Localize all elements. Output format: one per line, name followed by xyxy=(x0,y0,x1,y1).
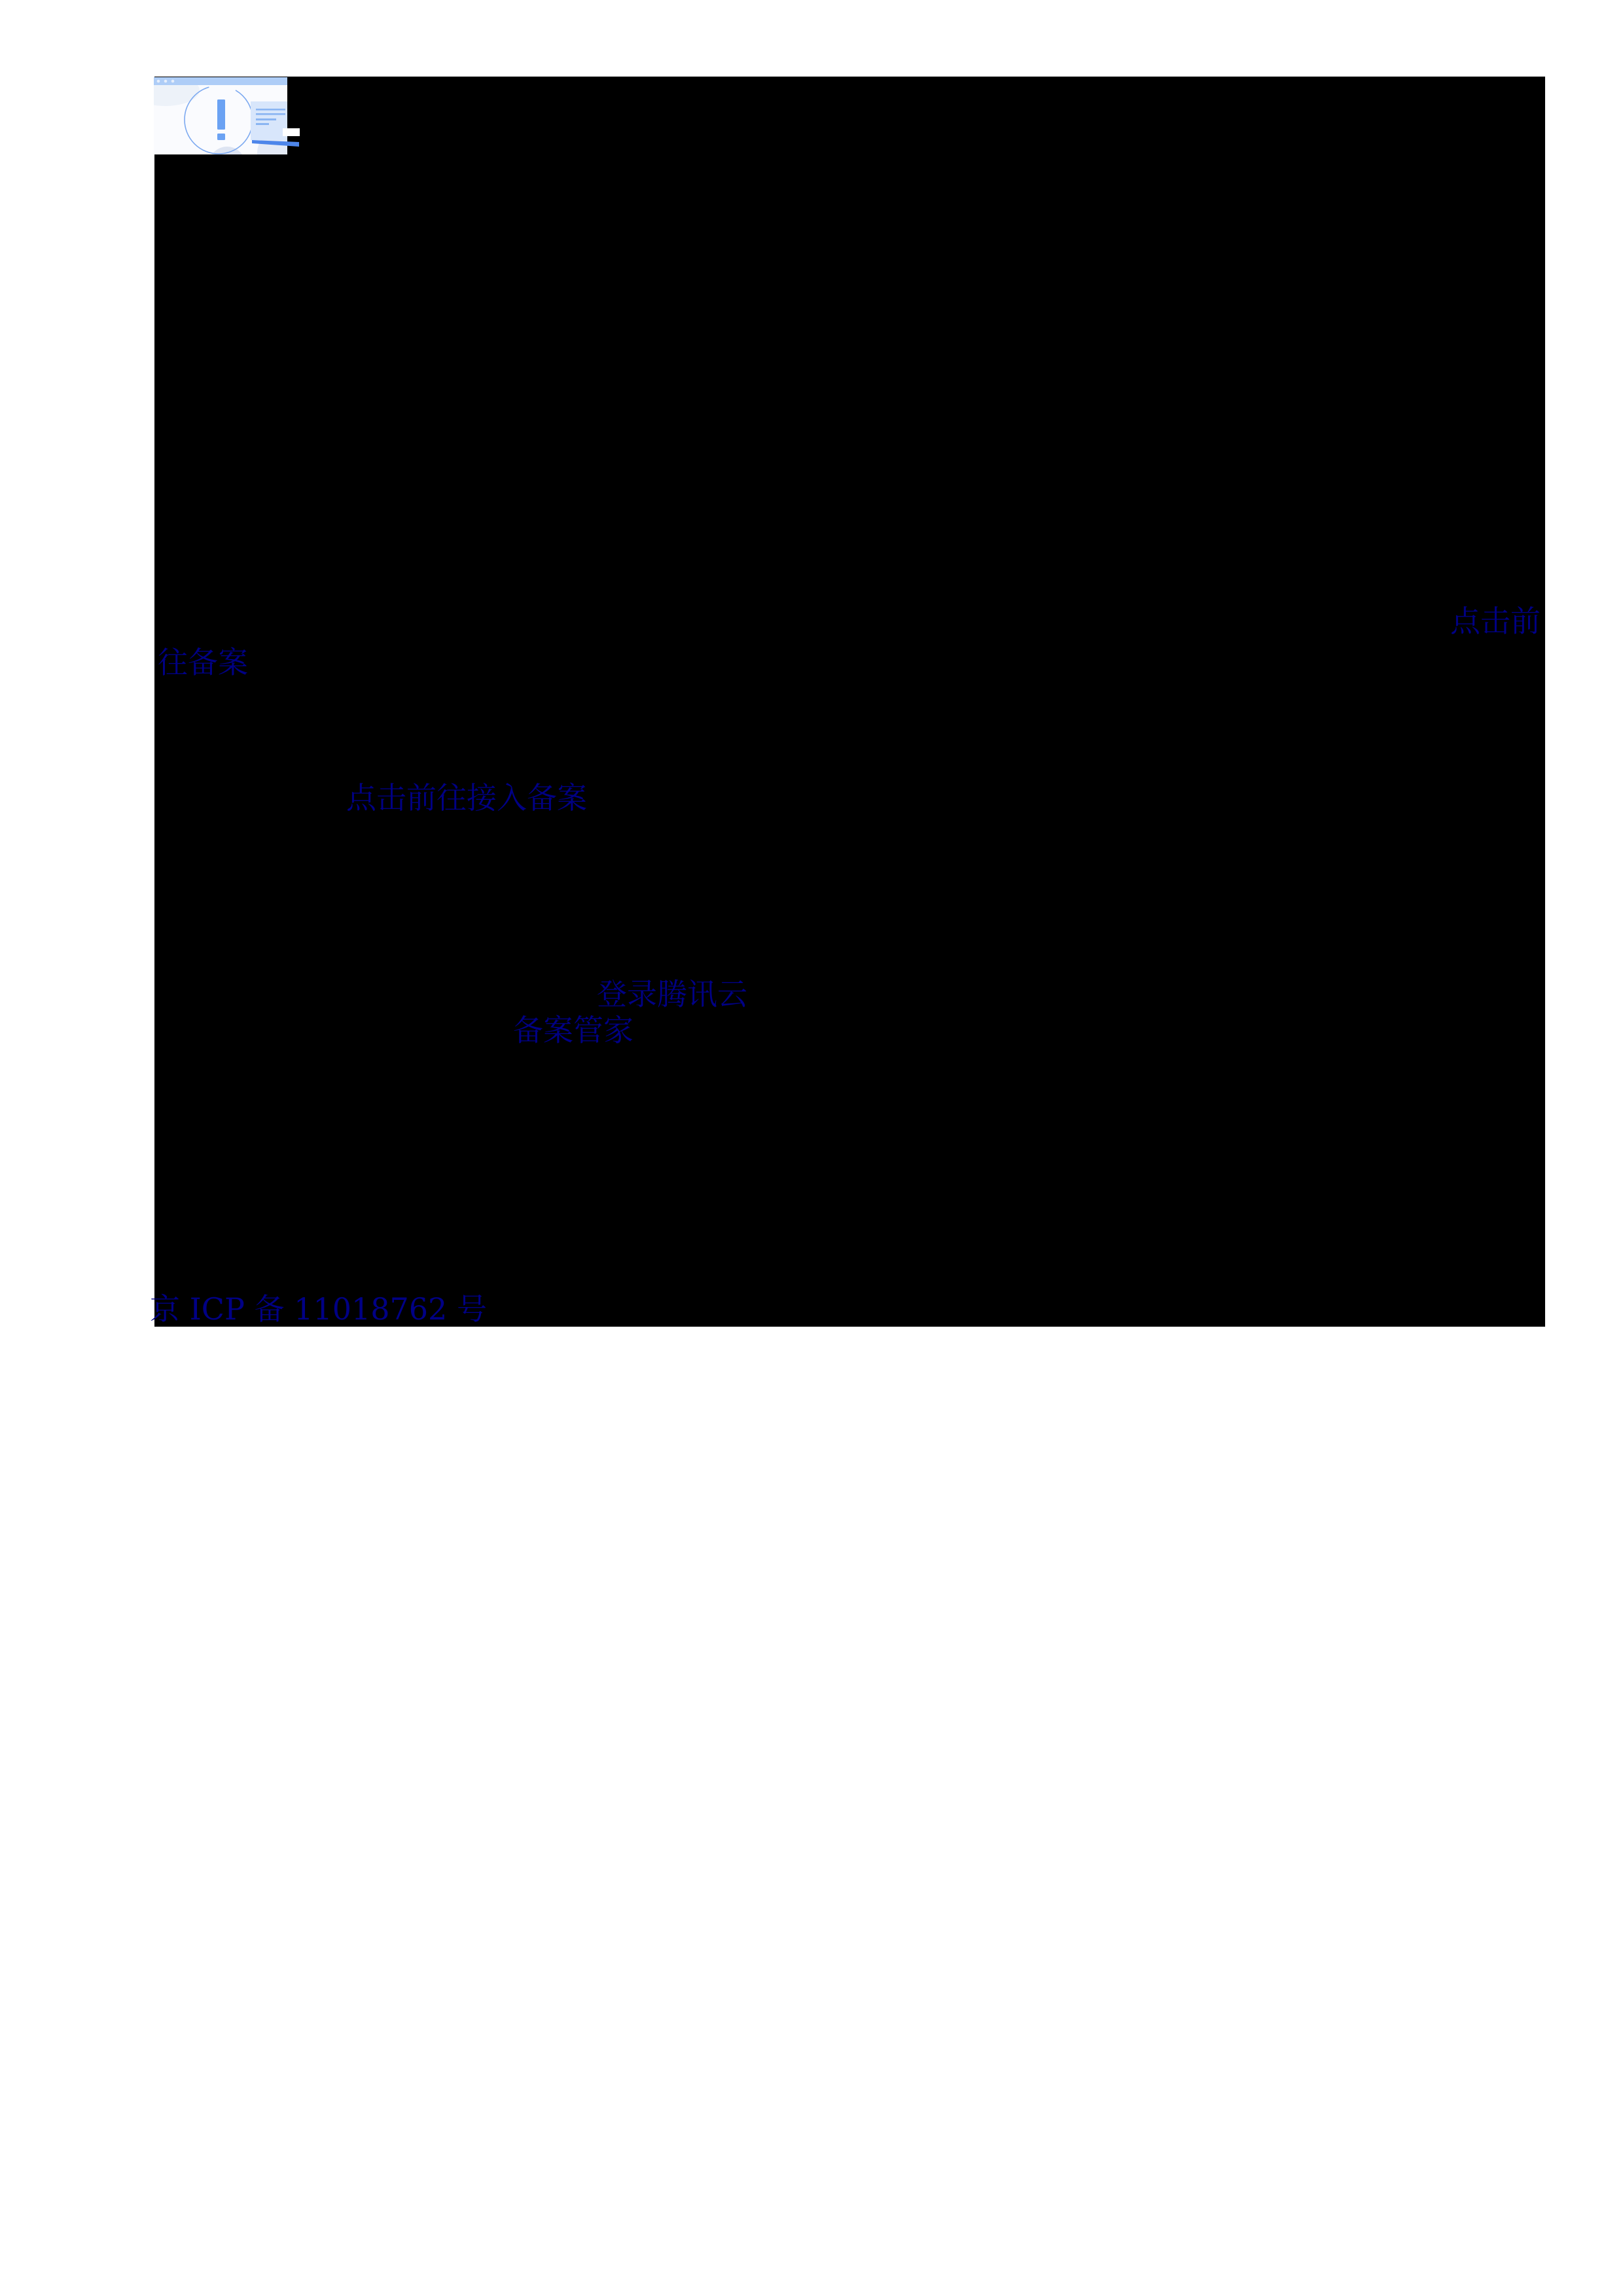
login-tencent-cloud-link[interactable]: 登录腾讯云 xyxy=(597,977,747,1012)
icp-number-link[interactable]: 京 ICP 备 11018762 号 xyxy=(150,1291,487,1327)
browser-window-alert-icon xyxy=(154,76,303,157)
filing-manager-link[interactable]: 备案管家 xyxy=(513,1013,633,1048)
document-card-icon xyxy=(251,101,300,147)
content-panel xyxy=(154,77,1545,1327)
go-to-filing-link-line2[interactable]: 往备案 xyxy=(158,645,248,680)
go-to-filing-link-line1[interactable]: 点击前 xyxy=(1450,603,1541,639)
go-to-access-filing-link[interactable]: 点击前往接入备案 xyxy=(346,780,587,816)
exclamation-mark-icon xyxy=(217,99,225,140)
